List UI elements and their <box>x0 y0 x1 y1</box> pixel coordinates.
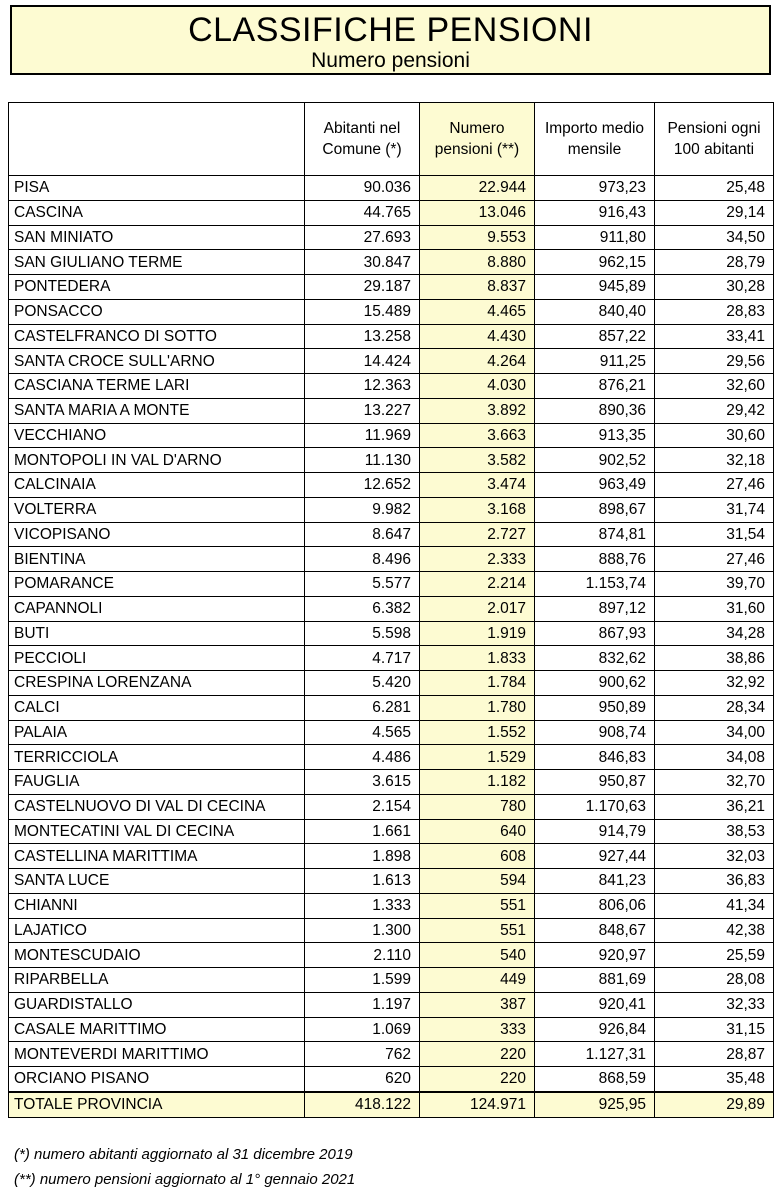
cell-pensioni-100: 34,50 <box>655 225 774 250</box>
cell-numero-pensioni: 1.833 <box>420 646 535 671</box>
cell-numero-pensioni: 2.214 <box>420 572 535 597</box>
cell-abitanti: 4.565 <box>305 720 420 745</box>
cell-abitanti: 1.333 <box>305 893 420 918</box>
cell-importo-medio: 962,15 <box>535 250 655 275</box>
cell-abitanti: 13.227 <box>305 398 420 423</box>
cell-abitanti: 8.496 <box>305 547 420 572</box>
cell-numero-pensioni: 3.892 <box>420 398 535 423</box>
table-row <box>9 869 774 894</box>
cell-abitanti: 762 <box>305 1042 420 1067</box>
cell-comune: PONTEDERA <box>9 275 305 300</box>
cell-abitanti: 1.197 <box>305 992 420 1017</box>
cell-importo-medio: 963,49 <box>535 473 655 498</box>
cell-numero-pensioni: 1.919 <box>420 621 535 646</box>
cell-pensioni-100: 39,70 <box>655 572 774 597</box>
cell-importo-medio: 1.170,63 <box>535 794 655 819</box>
cell-pensioni-100: 35,48 <box>655 1067 774 1092</box>
table-row <box>9 324 774 349</box>
cell-importo-medio: 911,80 <box>535 225 655 250</box>
cell-comune: SANTA LUCE <box>9 869 305 894</box>
cell-numero-pensioni: 13.046 <box>420 200 535 225</box>
cell-comune: CASCINA <box>9 200 305 225</box>
cell-comune: VECCHIANO <box>9 423 305 448</box>
table-row <box>9 745 774 770</box>
cell-pensioni-100: 34,00 <box>655 720 774 745</box>
table-row <box>9 374 774 399</box>
cell-pensioni-100: 38,53 <box>655 819 774 844</box>
cell-abitanti: 30.847 <box>305 250 420 275</box>
cell-pensioni-100: 34,08 <box>655 745 774 770</box>
table-row <box>9 200 774 225</box>
cell-numero-pensioni: 333 <box>420 1017 535 1042</box>
table-row <box>9 794 774 819</box>
cell-numero-pensioni: 608 <box>420 844 535 869</box>
cell-pensioni-100: 32,60 <box>655 374 774 399</box>
cell-abitanti: 27.693 <box>305 225 420 250</box>
cell-importo-medio: 925,95 <box>535 1092 655 1117</box>
cell-comune: CASTELLINA MARITTIMA <box>9 844 305 869</box>
cell-numero-pensioni: 594 <box>420 869 535 894</box>
cell-comune: PISA <box>9 176 305 201</box>
cell-numero-pensioni: 3.663 <box>420 423 535 448</box>
table-row <box>9 572 774 597</box>
cell-pensioni-100: 31,74 <box>655 497 774 522</box>
column-header-abitanti: Abitanti nel Comune (*) <box>305 103 420 176</box>
cell-pensioni-100: 31,60 <box>655 596 774 621</box>
table-row <box>9 1017 774 1042</box>
cell-comune: TOTALE PROVINCIA <box>9 1092 305 1117</box>
cell-numero-pensioni: 220 <box>420 1042 535 1067</box>
cell-abitanti: 13.258 <box>305 324 420 349</box>
table-row <box>9 1067 774 1092</box>
cell-abitanti: 15.489 <box>305 299 420 324</box>
cell-pensioni-100: 30,60 <box>655 423 774 448</box>
table-row <box>9 720 774 745</box>
cell-abitanti: 1.613 <box>305 869 420 894</box>
cell-importo-medio: 867,93 <box>535 621 655 646</box>
total-row <box>9 1092 774 1117</box>
cell-numero-pensioni: 1.552 <box>420 720 535 745</box>
cell-importo-medio: 868,59 <box>535 1067 655 1092</box>
cell-pensioni-100: 32,70 <box>655 770 774 795</box>
table-row <box>9 819 774 844</box>
cell-importo-medio: 874,81 <box>535 522 655 547</box>
cell-comune: CAPANNOLI <box>9 596 305 621</box>
cell-abitanti: 418.122 <box>305 1092 420 1117</box>
column-header-numero-pensioni: Numero pensioni (**) <box>420 103 535 176</box>
cell-pensioni-100: 30,28 <box>655 275 774 300</box>
cell-importo-medio: 848,67 <box>535 918 655 943</box>
cell-numero-pensioni: 8.837 <box>420 275 535 300</box>
cell-numero-pensioni: 3.168 <box>420 497 535 522</box>
cell-numero-pensioni: 3.474 <box>420 473 535 498</box>
column-header-comune <box>9 103 305 176</box>
table-row <box>9 423 774 448</box>
cell-numero-pensioni: 1.529 <box>420 745 535 770</box>
table-row <box>9 621 774 646</box>
cell-pensioni-100: 29,56 <box>655 349 774 374</box>
cell-importo-medio: 913,35 <box>535 423 655 448</box>
title-box <box>10 5 771 75</box>
cell-importo-medio: 881,69 <box>535 968 655 993</box>
cell-comune: BIENTINA <box>9 547 305 572</box>
cell-importo-medio: 806,06 <box>535 893 655 918</box>
pensions-table <box>8 102 774 1118</box>
cell-abitanti: 29.187 <box>305 275 420 300</box>
cell-abitanti: 12.652 <box>305 473 420 498</box>
cell-numero-pensioni: 551 <box>420 918 535 943</box>
cell-comune: MONTOPOLI IN VAL D'ARNO <box>9 448 305 473</box>
cell-comune: PECCIOLI <box>9 646 305 671</box>
cell-numero-pensioni: 387 <box>420 992 535 1017</box>
cell-importo-medio: 876,21 <box>535 374 655 399</box>
table-row <box>9 299 774 324</box>
cell-importo-medio: 890,36 <box>535 398 655 423</box>
cell-importo-medio: 897,12 <box>535 596 655 621</box>
cell-numero-pensioni: 8.880 <box>420 250 535 275</box>
cell-comune: VICOPISANO <box>9 522 305 547</box>
cell-numero-pensioni: 1.784 <box>420 671 535 696</box>
table-row <box>9 522 774 547</box>
cell-abitanti: 620 <box>305 1067 420 1092</box>
table-row <box>9 770 774 795</box>
cell-pensioni-100: 36,83 <box>655 869 774 894</box>
cell-abitanti: 5.420 <box>305 671 420 696</box>
cell-importo-medio: 926,84 <box>535 1017 655 1042</box>
cell-pensioni-100: 31,15 <box>655 1017 774 1042</box>
cell-numero-pensioni: 4.465 <box>420 299 535 324</box>
table-row <box>9 473 774 498</box>
cell-comune: MONTEVERDI MARITTIMO <box>9 1042 305 1067</box>
cell-pensioni-100: 38,86 <box>655 646 774 671</box>
cell-comune: SAN GIULIANO TERME <box>9 250 305 275</box>
cell-comune: LAJATICO <box>9 918 305 943</box>
table-row <box>9 225 774 250</box>
table-row <box>9 1042 774 1067</box>
cell-importo-medio: 914,79 <box>535 819 655 844</box>
cell-comune: CASALE MARITTIMO <box>9 1017 305 1042</box>
table-row <box>9 448 774 473</box>
table-row <box>9 918 774 943</box>
cell-numero-pensioni: 220 <box>420 1067 535 1092</box>
cell-pensioni-100: 33,41 <box>655 324 774 349</box>
cell-pensioni-100: 32,03 <box>655 844 774 869</box>
cell-abitanti: 90.036 <box>305 176 420 201</box>
cell-abitanti: 1.599 <box>305 968 420 993</box>
table-row <box>9 349 774 374</box>
cell-importo-medio: 840,40 <box>535 299 655 324</box>
cell-comune: TERRICCIOLA <box>9 745 305 770</box>
table-row <box>9 943 774 968</box>
cell-comune: POMARANCE <box>9 572 305 597</box>
cell-pensioni-100: 32,33 <box>655 992 774 1017</box>
cell-comune: CALCINAIA <box>9 473 305 498</box>
cell-abitanti: 8.647 <box>305 522 420 547</box>
table-row <box>9 893 774 918</box>
cell-comune: ORCIANO PISANO <box>9 1067 305 1092</box>
cell-comune: CHIANNI <box>9 893 305 918</box>
cell-importo-medio: 900,62 <box>535 671 655 696</box>
cell-pensioni-100: 29,14 <box>655 200 774 225</box>
table-row <box>9 992 774 1017</box>
cell-abitanti: 11.969 <box>305 423 420 448</box>
footnote-pensioni: (**) numero pensioni aggiornato al 1° gennaio 2021 <box>14 1171 356 1188</box>
cell-comune: CALCI <box>9 695 305 720</box>
cell-pensioni-100: 28,83 <box>655 299 774 324</box>
table-row <box>9 275 774 300</box>
cell-abitanti: 2.154 <box>305 794 420 819</box>
cell-pensioni-100: 25,48 <box>655 176 774 201</box>
cell-numero-pensioni: 780 <box>420 794 535 819</box>
cell-abitanti: 4.486 <box>305 745 420 770</box>
cell-numero-pensioni: 449 <box>420 968 535 993</box>
cell-pensioni-100: 28,34 <box>655 695 774 720</box>
footnotes <box>14 1142 355 1192</box>
cell-importo-medio: 1.127,31 <box>535 1042 655 1067</box>
cell-pensioni-100: 32,18 <box>655 448 774 473</box>
cell-abitanti: 5.598 <box>305 621 420 646</box>
cell-comune: SANTA MARIA A MONTE <box>9 398 305 423</box>
table-header <box>9 103 774 176</box>
cell-pensioni-100: 27,46 <box>655 473 774 498</box>
cell-comune: CASTELNUOVO DI VAL DI CECINA <box>9 794 305 819</box>
table-body <box>9 176 774 1118</box>
cell-comune: SANTA CROCE SULL'ARNO <box>9 349 305 374</box>
table-row <box>9 497 774 522</box>
column-header-importo-medio: Importo medio mensile <box>535 103 655 176</box>
table-row <box>9 671 774 696</box>
cell-importo-medio: 945,89 <box>535 275 655 300</box>
cell-pensioni-100: 32,92 <box>655 671 774 696</box>
cell-abitanti: 6.382 <box>305 596 420 621</box>
table-row <box>9 596 774 621</box>
cell-pensioni-100: 28,08 <box>655 968 774 993</box>
cell-comune: SAN MINIATO <box>9 225 305 250</box>
cell-abitanti: 44.765 <box>305 200 420 225</box>
cell-importo-medio: 973,23 <box>535 176 655 201</box>
cell-pensioni-100: 28,79 <box>655 250 774 275</box>
cell-numero-pensioni: 22.944 <box>420 176 535 201</box>
cell-pensioni-100: 41,34 <box>655 893 774 918</box>
cell-abitanti: 1.661 <box>305 819 420 844</box>
cell-importo-medio: 841,23 <box>535 869 655 894</box>
footnote-abitanti: (*) numero abitanti aggiornato al 31 dicembre 2019 <box>14 1146 353 1163</box>
cell-comune: PALAIA <box>9 720 305 745</box>
table-row <box>9 646 774 671</box>
cell-numero-pensioni: 9.553 <box>420 225 535 250</box>
cell-importo-medio: 846,83 <box>535 745 655 770</box>
cell-importo-medio: 888,76 <box>535 547 655 572</box>
cell-abitanti: 5.577 <box>305 572 420 597</box>
cell-comune: RIPARBELLA <box>9 968 305 993</box>
cell-abitanti: 14.424 <box>305 349 420 374</box>
cell-numero-pensioni: 1.182 <box>420 770 535 795</box>
cell-comune: CASTELFRANCO DI SOTTO <box>9 324 305 349</box>
table-row <box>9 176 774 201</box>
cell-numero-pensioni: 2.727 <box>420 522 535 547</box>
cell-importo-medio: 911,25 <box>535 349 655 374</box>
cell-pensioni-100: 36,21 <box>655 794 774 819</box>
cell-pensioni-100: 42,38 <box>655 918 774 943</box>
page-subtitle: Numero pensioni <box>311 49 470 72</box>
cell-abitanti: 12.363 <box>305 374 420 399</box>
cell-comune: MONTESCUDAIO <box>9 943 305 968</box>
cell-comune: VOLTERRA <box>9 497 305 522</box>
page-title: CLASSIFICHE PENSIONI <box>188 11 593 49</box>
cell-numero-pensioni: 640 <box>420 819 535 844</box>
cell-pensioni-100: 29,42 <box>655 398 774 423</box>
table-row <box>9 968 774 993</box>
cell-comune: MONTECATINI VAL DI CECINA <box>9 819 305 844</box>
cell-numero-pensioni: 2.333 <box>420 547 535 572</box>
cell-importo-medio: 927,44 <box>535 844 655 869</box>
cell-comune: FAUGLIA <box>9 770 305 795</box>
cell-comune: GUARDISTALLO <box>9 992 305 1017</box>
cell-importo-medio: 908,74 <box>535 720 655 745</box>
table-row <box>9 695 774 720</box>
table-row <box>9 250 774 275</box>
cell-pensioni-100: 28,87 <box>655 1042 774 1067</box>
cell-numero-pensioni: 124.971 <box>420 1092 535 1117</box>
cell-numero-pensioni: 540 <box>420 943 535 968</box>
cell-importo-medio: 950,87 <box>535 770 655 795</box>
cell-abitanti: 4.717 <box>305 646 420 671</box>
column-header-pensioni-100: Pensioni ogni 100 abitanti <box>655 103 774 176</box>
cell-numero-pensioni: 4.030 <box>420 374 535 399</box>
cell-abitanti: 6.281 <box>305 695 420 720</box>
cell-abitanti: 3.615 <box>305 770 420 795</box>
cell-importo-medio: 916,43 <box>535 200 655 225</box>
cell-numero-pensioni: 4.264 <box>420 349 535 374</box>
cell-pensioni-100: 29,89 <box>655 1092 774 1117</box>
cell-numero-pensioni: 3.582 <box>420 448 535 473</box>
cell-comune: PONSACCO <box>9 299 305 324</box>
cell-importo-medio: 920,41 <box>535 992 655 1017</box>
cell-pensioni-100: 31,54 <box>655 522 774 547</box>
cell-importo-medio: 898,67 <box>535 497 655 522</box>
cell-abitanti: 1.069 <box>305 1017 420 1042</box>
cell-pensioni-100: 34,28 <box>655 621 774 646</box>
cell-importo-medio: 1.153,74 <box>535 572 655 597</box>
cell-importo-medio: 857,22 <box>535 324 655 349</box>
cell-comune: CRESPINA LORENZANA <box>9 671 305 696</box>
table-row <box>9 844 774 869</box>
cell-abitanti: 1.898 <box>305 844 420 869</box>
cell-importo-medio: 902,52 <box>535 448 655 473</box>
cell-abitanti: 2.110 <box>305 943 420 968</box>
cell-pensioni-100: 27,46 <box>655 547 774 572</box>
cell-abitanti: 1.300 <box>305 918 420 943</box>
table-row <box>9 398 774 423</box>
cell-abitanti: 11.130 <box>305 448 420 473</box>
cell-numero-pensioni: 4.430 <box>420 324 535 349</box>
cell-abitanti: 9.982 <box>305 497 420 522</box>
cell-importo-medio: 950,89 <box>535 695 655 720</box>
cell-importo-medio: 920,97 <box>535 943 655 968</box>
cell-comune: BUTI <box>9 621 305 646</box>
cell-numero-pensioni: 2.017 <box>420 596 535 621</box>
cell-numero-pensioni: 551 <box>420 893 535 918</box>
cell-numero-pensioni: 1.780 <box>420 695 535 720</box>
cell-comune: CASCIANA TERME LARI <box>9 374 305 399</box>
table-row <box>9 547 774 572</box>
cell-pensioni-100: 25,59 <box>655 943 774 968</box>
cell-importo-medio: 832,62 <box>535 646 655 671</box>
